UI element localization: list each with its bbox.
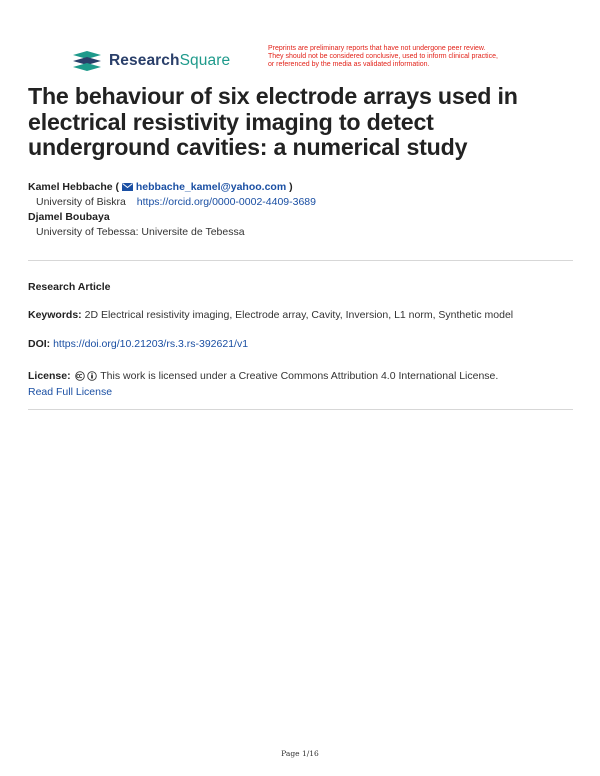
author-2-affiliation: University of Tebessa: Universite de Tebessa: [36, 226, 245, 238]
doi-label: DOI:: [28, 338, 51, 350]
email-paren-open: (: [115, 181, 122, 193]
page-number: Page 1/16: [281, 749, 319, 758]
divider: [28, 260, 573, 261]
author-1-affiliation: University of Biskra: [36, 196, 126, 208]
logo-research-text: Research: [109, 52, 180, 69]
logo-wordmark: [109, 52, 230, 70]
author-1-affiliation-row: [28, 194, 573, 210]
license-label: License:: [28, 370, 71, 382]
divider: [28, 409, 573, 410]
author-1-email[interactable]: hebbache_kamel@yahoo.com: [135, 181, 287, 193]
keywords-label: Keywords:: [28, 309, 82, 321]
attribution-icon: [87, 371, 97, 381]
research-square-logo[interactable]: [73, 46, 230, 76]
author-1-name: Kamel Hebbache: [28, 181, 113, 193]
research-square-logo-icon: [73, 51, 101, 71]
author-1-orcid-link[interactable]: https://orcid.org/0000-0002-4409-3689: [136, 196, 316, 208]
doi-row: [28, 338, 573, 350]
license-text: This work is licensed under a Creative Commons Attribution 4.0 International License.: [100, 370, 499, 382]
keywords-value: 2D Electrical resistivity imaging, Electrode array, Cavity, Inversion, L1 norm, Synthetic model: [84, 309, 514, 321]
preprint-notice: [268, 45, 568, 70]
keywords-row: [28, 309, 573, 321]
mail-icon: [122, 183, 133, 191]
read-full-license-link[interactable]: Read Full License: [28, 386, 113, 398]
paper-title: The behaviour of six electrode arrays used in electrical resistivity imaging to detect underground cavities: a numerical study: [28, 83, 518, 160]
article-type: Research Article: [28, 281, 111, 293]
author-2-name: Djamel Boubaya: [28, 211, 110, 223]
license-row: [28, 368, 573, 400]
author-1: [28, 180, 573, 194]
email-paren-close: ): [286, 181, 293, 193]
authors-block: [28, 180, 573, 240]
logo-square-text: Square: [179, 52, 231, 69]
creative-commons-icon: [75, 371, 85, 381]
preprint-notice-line: or referenced by the media as validated information.: [268, 61, 430, 69]
preprint-notice-line: They should not be considered conclusive, used to inform clinical practice,: [268, 53, 498, 61]
preprint-notice-line: Preprints are preliminary reports that have not undergone peer review.: [268, 45, 486, 52]
doi-link[interactable]: https://doi.org/10.21203/rs.3.rs-392621/v1: [53, 338, 249, 350]
